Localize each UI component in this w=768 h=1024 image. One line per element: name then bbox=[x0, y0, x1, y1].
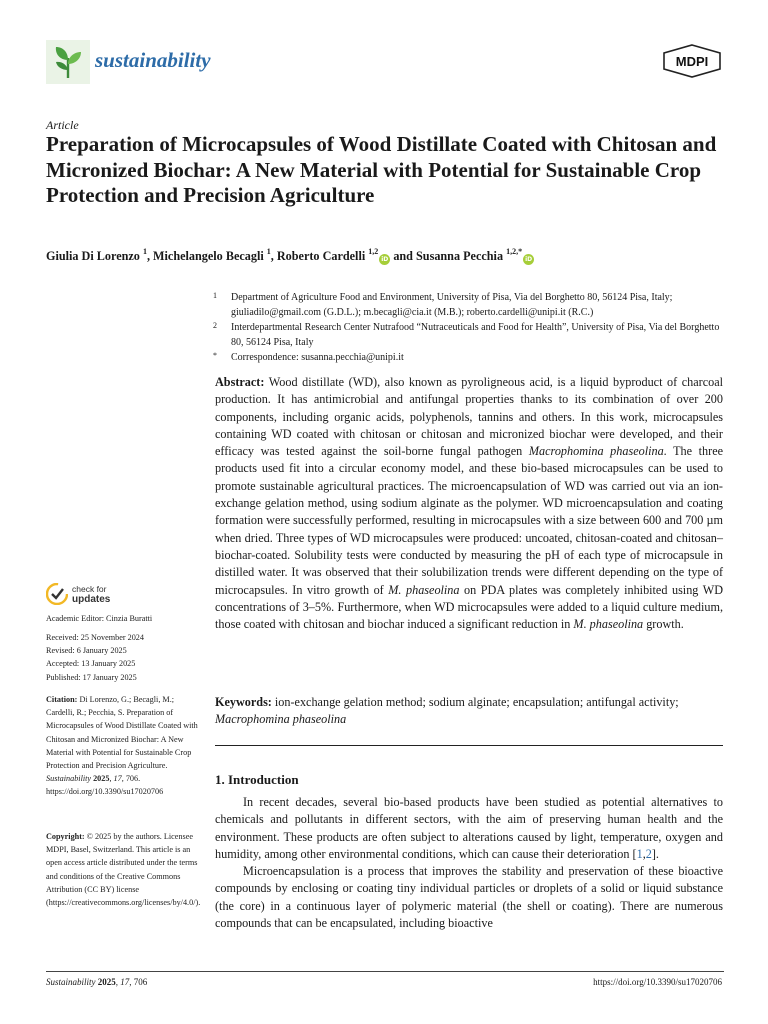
revised-date: Revised: 6 January 2025 bbox=[46, 646, 127, 656]
author-affiliation-mark: 1,2 bbox=[368, 246, 379, 256]
affiliation-mark: * bbox=[213, 351, 217, 360]
academic-editor: Academic Editor: Cinzia Buratti bbox=[46, 614, 153, 623]
author-name: Giulia Di Lorenzo bbox=[46, 249, 140, 263]
article-dates bbox=[46, 631, 204, 684]
orcid-icon[interactable]: iD bbox=[381, 256, 389, 263]
mdpi-logo-text: MDPI bbox=[675, 54, 709, 69]
author-affiliation-mark: 1 bbox=[266, 246, 271, 256]
orcid-icon[interactable]: iD bbox=[525, 256, 533, 263]
author-name: Michelangelo Becagli bbox=[153, 249, 264, 263]
citation-link[interactable]: 2 bbox=[645, 846, 652, 861]
affiliation-text: Interdepartmental Research Center Nutrafood “Nutraceuticals and Food for Health”, University of Pisa, Via del Borghetto 80, 56124 Pisa, Italy bbox=[231, 322, 720, 348]
author-affiliation-mark: 1,2,* bbox=[506, 246, 523, 256]
author-affiliation-mark: 1 bbox=[142, 246, 147, 256]
introduction-body bbox=[215, 794, 723, 932]
footer-citation: Sustainability 2025, 17, 706 bbox=[46, 977, 148, 987]
affiliations bbox=[213, 290, 725, 365]
journal-name: sustainability bbox=[95, 48, 211, 72]
article-type: Article bbox=[46, 118, 79, 132]
author-name: Susanna Pecchia bbox=[416, 249, 504, 263]
paragraph: In recent decades, several bio-based products have been studied as potential alternatives to chemicals and pollutants in different sectors, with the aim of preserving human health and the environment. These products are often subject to alterations caused by light, temperature, oxygen and humidity, among other environmental conditions, which can cause their deterioration [1,2]. bbox=[215, 795, 723, 861]
section-heading: 1. Introduction bbox=[215, 772, 299, 787]
affiliation-item bbox=[213, 290, 725, 320]
section-divider bbox=[215, 745, 723, 746]
mdpi-logo-icon bbox=[662, 44, 722, 78]
abstract: Abstract: Wood distillate (WD), also known as pyroligneous acid, is a liquid byproduct of charcoal production. It has antimicrobial and antifungal properties thanks to its combination of over 200 components, including organic acids, polyphenols, tannins and others. In this work, microcapsules containing WD coated with chitosan or chitosan and micronized biochar were developed, and their efficacy was tested against the soil-borne fungal pathogen Macrophomina phaseolina. The three products used fit into a circular economy model, and these bio-based microcapsules can be used to promote sustainable agricultural practices. The microencapsulation of WD was carried out via an ion-exchange gelation method, using sodium alginate as the polymer. WD microencapsulation and coating formation were successfully performed, resulting in microcapsules with a size between 600 and 700 µm when dried. Three types of WD microcapsules were produced: uncoated, chitosan-coated and chitosan–biochar-coated. Solubility tests were conducted by measuring the pH of each type of microcapsule in distilled water. It was observed that their solubilization trends were different depending on the type of microcapsules. In vitro growth of M. phaseolina on PDA plates was completely inhibited using WD concentrations of 3–5%. Furthermore, when WD microcapsules were added to a liquid culture medium, those coated with chitosan and biochar induced a significant reduction in M. phaseolina growth. bbox=[215, 375, 724, 632]
citation-link[interactable]: 1 bbox=[636, 846, 643, 861]
affiliation-text: Department of Agriculture Food and Environment, University of Pisa, Via del Borghetto 80, 56124 Pisa, Italy; giuliadilo@gmail.com (G.D.L.); m.becagli@cia.it (M.B.); roberto.cardelli@unipi.it (R.C.) bbox=[231, 292, 673, 318]
citation-block: Citation: Di Lorenzo, G.; Becagli, M.; Cardelli, R.; Pecchia, S. Preparation of Microcapsules of Wood Distillate Coated with Chitosan and Micronized Biochar: A New Material with Potential for Sustainable Crop Protection and Precision Agriculture. Sustainability 2025, 17, 706. https://doi.org/10.3390/su17020706 bbox=[46, 695, 198, 797]
correspondence-text: Correspondence: susanna.pecchia@unipi.it bbox=[231, 352, 404, 363]
accepted-date: Accepted: 13 January 2025 bbox=[46, 659, 136, 669]
author-name: Roberto Cardelli bbox=[276, 249, 366, 263]
article-title: Preparation of Microcapsules of Wood Distillate Coated with Chitosan and Micronized Biochar: A New Material with Potential for Sustainable Crop Protection and Precision Agriculture bbox=[46, 132, 717, 207]
affiliation-item bbox=[213, 350, 725, 365]
footer-doi-link[interactable]: https://doi.org/10.3390/su17020706 bbox=[593, 977, 722, 987]
affiliation-mark: 1 bbox=[213, 291, 217, 300]
keywords-label: Keywords: bbox=[215, 695, 272, 709]
affiliation-item bbox=[213, 320, 725, 350]
keywords: Keywords: ion-exchange gelation method; sodium alginate; encapsulation; antifungal activity; Macrophomina phaseolina bbox=[215, 695, 679, 727]
journal-logo-icon bbox=[46, 40, 90, 84]
author-list: Giulia Di Lorenzo $^1$, Michelangelo Becagli $^1$, Roberto Cardelli $^{1,2}$iD and Susanna Pecchia $^{1,2,*}$iD bbox=[46, 246, 533, 263]
received-date: Received: 25 November 2024 bbox=[46, 633, 144, 642]
affiliation-mark: 2 bbox=[213, 321, 217, 330]
copyright-block: Copyright: © 2025 by the authors. Licensee MDPI, Basel, Switzerland. This article is an open access article distributed under the terms and conditions of the Creative Commons Attribution (CC BY) license (https://creativecommons.org/licenses/by/4.0/). bbox=[46, 832, 201, 908]
check-updates-label: check for updates bbox=[72, 584, 111, 605]
check-updates-icon bbox=[46, 583, 68, 605]
footer-divider bbox=[46, 971, 724, 972]
check-for-updates-badge[interactable] bbox=[46, 583, 176, 607]
abstract-label: Abstract: bbox=[215, 375, 265, 389]
published-date: Published: 17 January 2025 bbox=[46, 672, 137, 682]
paragraph: Microencapsulation is a process that improves the stability and preservation of these bioactive compounds by enclosing or coating tiny individual particles or droplets of a solid or liquid substance (the core) in a continuous layer of polymeric material (the shell or coating). There are numerous compounds that can be encapsulated, including bioactive bbox=[215, 864, 723, 931]
